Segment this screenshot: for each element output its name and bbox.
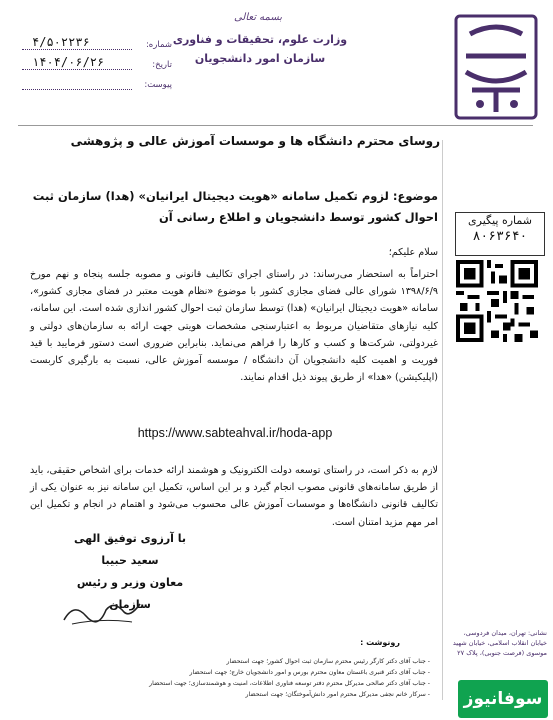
bismillah: بسمه تعالی: [233, 12, 283, 23]
cc-item: - جناب آقای دکتر کارگر رئیس محترم سازمان ثبت احوال کشور؛ جهت استحضار: [226, 658, 430, 665]
ministry-heading: [170, 30, 350, 68]
meta-number-row: [22, 30, 172, 50]
signer-name: سعید حبیبا: [101, 554, 159, 567]
closing-line: با آرزوی توفیق الهی: [73, 532, 187, 545]
letter-paragraph-2: لازم به ذکر است، در راستای توسعه دولت الکترونیک و هوشمند ارائه خدمات برای اشخاص حقیقی، باید از طریق سامانه‌های قانونی مصوب انجام گیرد و بر این اساس، تکمیل این سامانه نیز به عنوان یکی از تکالیف قانونی دانشگاه‌ها و موسسات آموزش عالی محسوب می‌شود و اهتمام در انجام و تکمیل این امر مهم مزید امتنان است.: [30, 465, 438, 528]
cc-item: - سرکار خانم نجفی مدیرکل محترم امور دانش‌آموختگان؛ جهت استحضار: [245, 691, 430, 698]
cc-item: - جناب آقای دکتر قنبری باغستان معاون محترم بورس و امور دانشجویان خارج؛ جهت استحضار: [189, 669, 430, 676]
tracking-box: [455, 212, 545, 256]
letter-number: ۴/۵۰۲۲۳۶: [22, 35, 132, 50]
cc-list: [18, 656, 430, 700]
qr-code[interactable]: [456, 260, 538, 342]
signer-title: معاون وزیر و رئیس سازمان: [76, 576, 184, 611]
letter-greeting: سلام علیکم؛: [388, 247, 438, 258]
organization-logo: [452, 12, 540, 122]
header-divider: [18, 125, 533, 126]
letter-addressee: روسای محترم دانشگاه ها و موسسات آموزش عالی و پژوهشی: [70, 134, 440, 148]
sidebar-divider: [442, 140, 443, 700]
handwritten-signature: [58, 590, 148, 630]
letter-subject: موضوع: لزوم تکمیل سامانه «هویت دیجیتال ایرانیان» (هدا) سازمان ثبت احوال کشور توسط دانشجویان و اطلاع رسانی آن: [32, 189, 438, 224]
letter-paragraph-1: احتراماً به استحضار می‌رساند: در راستای اجرای تکالیف قانونی و مصوبه جلسه پنجاه و نهم مورخ ۱۳۹۸/۶/۹ شورای عالی فضای مجازی کشور با موضوع «نظام هویت معتبر در فضای مجازی کشور»، سامانه «هویت دیجیتال ایرانیان» (هدا) توسط سازمان ثبت احوال کشور اندازی شده است. این سامانه، کلیه نیازهای متقاضیان مربوط به اعتبارسنجی مشخصات هویتی جهت ارائه به سازمان‌های دولتی و غیردولتی، شرکت‌ها و کسب و کارها را فراهم می‌نماید. بنابراین ضروری است دستور فرمایید با قید فوریت و اهمیت کلیه دانشجویان آن دانشگاه / موسسه آموزش عالی، نسبت به بارگیری کاربست (اپلیکیشن) «هدا» از طریق پیوند ذیل اقدام نمایند.: [30, 269, 438, 384]
organization-line: سازمان امور دانشجویان: [194, 52, 326, 65]
letter-date-label: تاریخ:: [152, 60, 172, 70]
organization-address: نشانی: تهران، میدان فردوسی، خیابان انقلاب اسلامی، خیابان شهید موسوی (فرصت جنوبی)، پلاک ۲۷: [452, 629, 547, 657]
tracking-label: شماره پیگیری: [468, 214, 532, 227]
app-download-link[interactable]: https://www.sabteahval.ir/hoda-app: [137, 426, 333, 440]
brand-badge: سوفانیوز: [458, 680, 548, 718]
cc-item: - جناب آقای دکتر صالحی مدیرکل محترم دفتر توسعه فناوری اطلاعات، امنیت و هوشمندسازی؛ جهت استحضار: [149, 680, 430, 687]
tracking-number: ۸۰۶۳۶۴۰: [472, 229, 528, 244]
meta-date-row: [22, 50, 172, 70]
ministry-line: وزارت علوم، تحقیقات و فناوری: [172, 33, 348, 46]
letter-attachment: [22, 89, 132, 90]
letter-attachment-label: پیوست:: [144, 80, 172, 90]
letter-meta: [22, 30, 172, 90]
meta-attachment-row: [22, 70, 172, 90]
letter-date: ۱۴۰۴/۰۶/۲۶: [22, 55, 132, 70]
cc-title: رونوشت :: [360, 638, 400, 647]
letter-number-label: شماره:: [145, 40, 172, 50]
